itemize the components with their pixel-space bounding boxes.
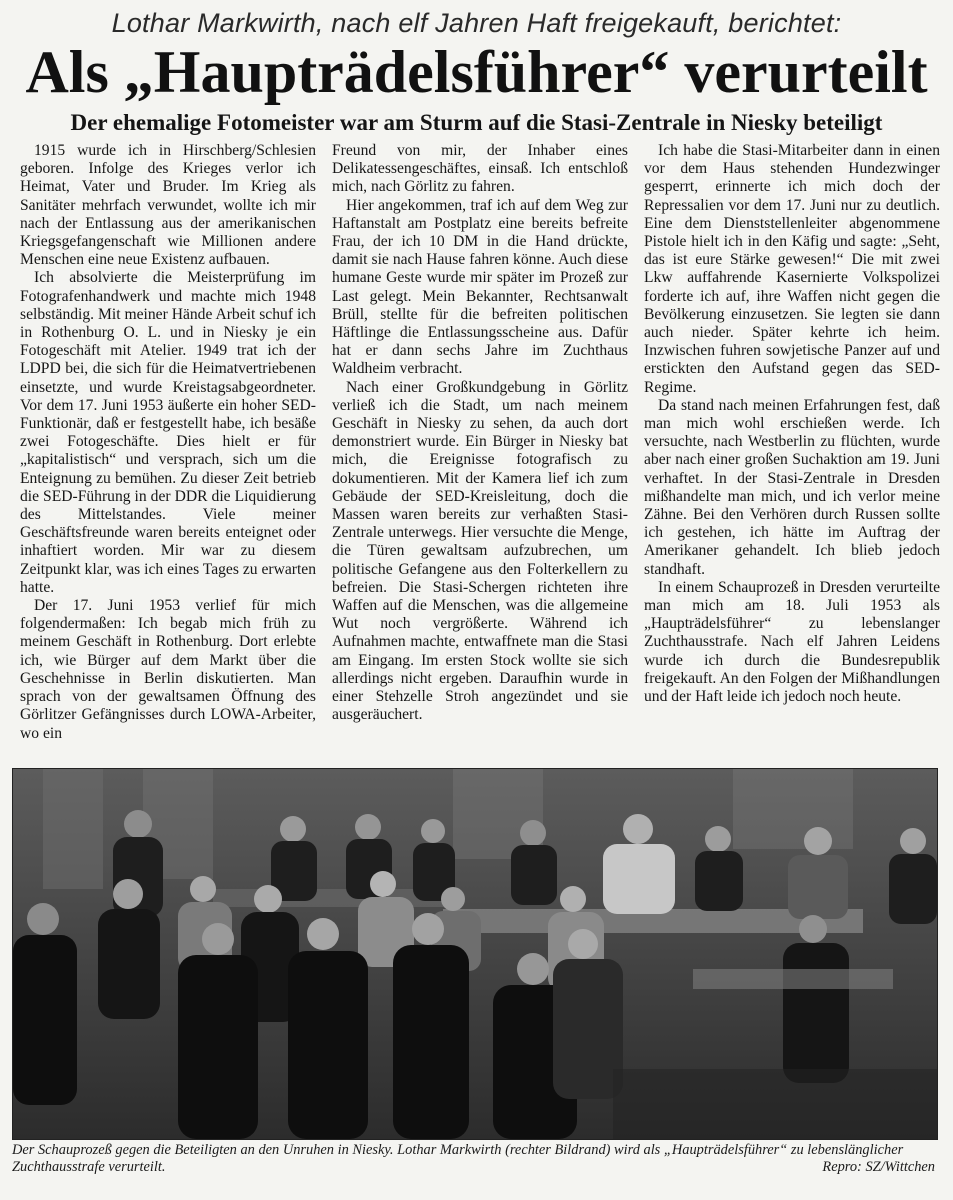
text-column-3: [644, 142, 940, 762]
article-body: [20, 142, 940, 762]
text-column-2: [332, 142, 628, 762]
courtroom-photo: [12, 768, 938, 1140]
courtroom-photo-illustration: [13, 769, 937, 1139]
paragraph: Nach einer Großkundgebung in Görlitz verließ ich die Stadt, um nach meinem Geschäft in Niesky zu sehen, da auch dort demonstriert wurde. Ein Bürger in Niesky bat mich, die Ereignisse fotografisch zu dokumentieren. Mit der Kamera lief ich zum Gebäude der SED-Kreisleitung, doch die Massen waren bereits zur verhaßten Stasi-Zentrale unterwegs. Hier versuchte die Menge, die Türen gewaltsam aufzubrechen, um politische Gefangene aus den Folterkellern zu befreien. Die Stasi-Schergen richteten ihre Waffen auf die Menschen, was die allgemeine Wut noch vergrößerte. Während ich Aufnahmen machte, entwaffnete man die Stasi am Eingang. Im ersten Stock wollte sie sich allerdings nicht ergeben. Daraufhin wurde in einer Stehzelle Stroh angezündet und sie ausgeräuchert.: [332, 378, 628, 724]
paragraph: 1915 wurde ich in Hirschberg/Schlesien geboren. Infolge des Krieges verlor ich Heimat, Vater und Bruder. Im Krieg als Sanitäter mehrfach verwundet, wollte ich mir nach der Entlassung aus der amerikanischen Kriegsgefangenschaft wie Millionen andere Menschen eine neue Existenz aufbauen.: [20, 142, 316, 269]
paragraph: Der 17. Juni 1953 verlief für mich folgendermaßen: Ich begab mich früh zu meinem Geschäft in Rothenburg. Dort erlebte ich, wie Bürger auf dem Markt über die Geschehnisse in Berlin diskutierten. Man sprach von der gewaltsamen Öffnung des Görlitzer Gefängnisses durch LOWA-Arbeiter, wo ein: [20, 597, 316, 742]
paragraph: Ich absolvierte die Meisterprüfung im Fotografenhandwerk und machte mich 1948 selbständig. Mit meiner Hände Arbeit schuf ich in Rothenburg O. L. und in Niesky je ein Fotogeschäft mit Atelier. 1949 trat ich der LDPD bei, die sich für die Heimatvertriebenen einsetzte, und wurde Kreistagsabgeordneter. Vor dem 17. Juni 1953 äußerte ein hoher SED-Funktionär, daß er festgestellt habe, ich besäße zwei Fotogeschäfte. Dies hielt er für „kapitalistisch“ und versprach, sich um die Enteignung zu bemühen. Zu dieser Zeit betrieb die SED-Führung in der DDR die Liquidierung des Mittelstandes. Viele meiner Geschäftsfreunde waren bereits enteignet oder inhaftiert worden. Mir war zu diesem Zeitpunkt klar, was ich eines Tages zu erwarten hatte.: [20, 269, 316, 596]
paragraph: Ich habe die Stasi-Mitarbeiter dann in einen vor dem Haus stehenden Hundezwinger gesperrt, erinnerte ich mich doch der Repressalien vor dem 17. Juni nur zu deutlich. Eine dem Dienststellenleiter abgenommene Pistole hielt ich in den Käfig und sagte: „Seht, das ist eure Stärke gewesen!“ Die mit zwei Lkw auffahrende Kasernierte Volkspolizei forderte ich auf, ihre Waffen nicht gegen die Bevölkerung einzusetzen. Sie legten sie dann auch nieder. Später kehrte ich heim. Inzwischen fuhren sowjetische Panzer auf und erstickten den Aufstand gegen das SED-Regime.: [644, 142, 940, 396]
photo-credit: Repro: SZ/Wittchen: [822, 1159, 935, 1175]
caption-text: Der Schauprozeß gegen die Beteiligten an den Unruhen in Niesky. Lothar Markwirth (rechter Bildrand) wird als „Haupträdelsführer“ zu lebenslänglicher Zuchthausstrafe verurteilt.: [12, 1142, 904, 1175]
paragraph: Da stand nach meinen Erfahrungen fest, daß man mich wohl erschießen werde. Ich versuchte, nach Westberlin zu flüchten, wurde aber nach einer großen Suchaktion am 19. Juni verhaftet. In der Stasi-Zentrale in Dresden mißhandelte man mich, und ich verlor meine Zähne. Bei den Verhören durch Russen sollte ich gestehen, ich hätte im Auftrag der Amerikaner gehandelt. Ich blieb jedoch standhaft.: [644, 396, 940, 578]
photo-caption: [12, 1142, 936, 1176]
text-column-1: [20, 142, 316, 762]
paragraph: Freund von mir, der Inhaber eines Delikatessengeschäftes, einsaß. Ich entschloß mich, nach Görlitz zu fahren.: [332, 142, 628, 196]
subheadline: Der ehemalige Fotomeister war am Sturm auf die Stasi-Zentrale in Niesky beteiligt: [70, 110, 883, 135]
headline: Als „Haupträdelsführer“ verurteilt: [25, 39, 928, 105]
kicker-line: Lothar Markwirth, nach elf Jahren Haft freigekauft, berichtet:: [111, 8, 842, 38]
paragraph: Hier angekommen, traf ich auf dem Weg zur Haftanstalt am Postplatz eine bereits befreite Frau, der ich 10 DM in die Hand drückte, damit sie nach Hause fahren könne. Auch diese humane Geste wurde mir später im Prozeß zur Last gelegt. Mein Bekannter, Rechtsanwalt Brüll, stellte für die befreiten politischen Häftlinge die Entlassungsscheine aus. Dafür hat er dann sechs Jahre im Zuchthaus Waldheim verbracht.: [332, 196, 628, 378]
paragraph: In einem Schauprozeß in Dresden verurteilte man mich am 18. Juli 1953 als „Haupträdelsführer“ zu lebenslanger Zuchthausstrafe. Nach elf Jahren Leidens wurde ich durch die Bundesrepublik freigekauft. An den Folgen der Mißhandlungen und der Haft leide ich jedoch noch heute.: [644, 578, 940, 706]
